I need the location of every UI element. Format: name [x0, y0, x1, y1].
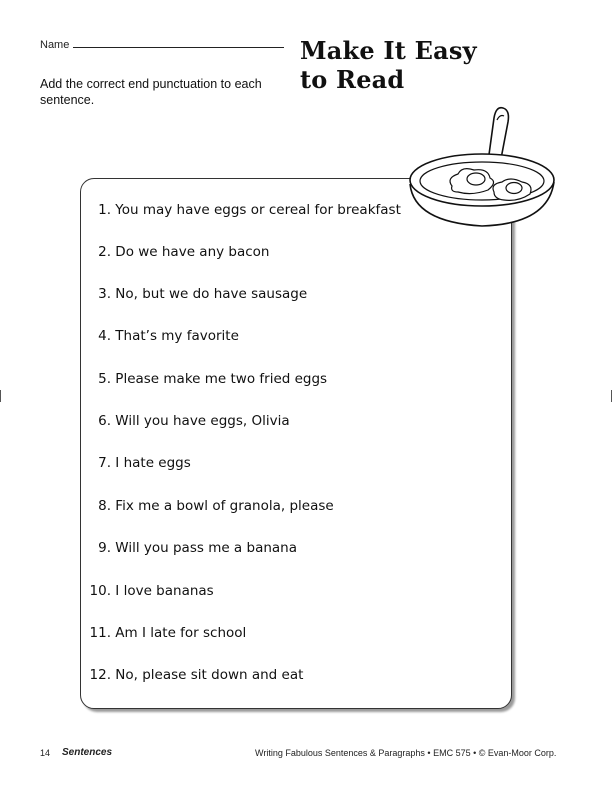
sentence-text: I love bananas: [115, 583, 214, 599]
sentence-text: I hate eggs: [115, 455, 191, 471]
sentence-text: Will you pass me a banana: [115, 540, 297, 556]
sentence-row: [81, 498, 501, 514]
left-edge-mark: [0, 390, 1, 402]
sentence-row: [81, 625, 501, 641]
sentence-number: 12.: [89, 667, 111, 683]
name-line[interactable]: [73, 47, 284, 48]
sentence-number: 1.: [98, 202, 111, 218]
sentence-row: [81, 328, 501, 344]
sentence-text: No, please sit down and eat: [115, 667, 304, 683]
sentence-box: [80, 178, 512, 709]
sentence-text: You may have eggs or cereal for breakfast: [115, 202, 401, 218]
page-number: 14: [40, 748, 51, 758]
sentence-number: 10.: [89, 583, 111, 599]
sentence-row: [81, 455, 501, 471]
sentence-text: That’s my favorite: [115, 328, 239, 344]
sentence-text: Am I late for school: [115, 625, 247, 641]
credit-line: Writing Fabulous Sentences & Paragraphs • EMC 575 • © Evan-Moor Corp.: [255, 748, 557, 758]
sentence-text: No, but we do have sausage: [115, 286, 308, 302]
name-row: [40, 39, 69, 51]
title-line-1: Make It Easy: [300, 36, 477, 65]
sentence-row: [81, 371, 501, 387]
sentence-row: [81, 244, 501, 260]
sentence-text: Fix me a bowl of granola, please: [115, 498, 334, 514]
sentence-text: Do we have any bacon: [115, 244, 270, 260]
name-label: Name: [40, 39, 70, 51]
sentence-row: [81, 286, 501, 302]
sentence-number: 3.: [98, 286, 111, 302]
sentence-number: 2.: [98, 244, 111, 260]
sentence-number: 9.: [98, 540, 111, 556]
section-label: Sentences: [62, 747, 113, 758]
sentence-row: [81, 667, 501, 683]
sentence-row: [81, 583, 501, 599]
sentence-number: 4.: [98, 328, 111, 344]
frying-pan-icon: [400, 100, 560, 232]
sentence-text: Please make me two fried eggs: [115, 371, 328, 387]
sentence-number: 6.: [98, 413, 111, 429]
sentence-row: [81, 413, 501, 429]
sentence-row: [81, 540, 501, 556]
sentence-number: 11.: [89, 625, 111, 641]
title-line-2: to Read: [300, 65, 405, 94]
sentence-number: 7.: [98, 455, 111, 471]
page-title: [300, 36, 600, 94]
sentence-number: 8.: [98, 498, 111, 514]
sentence-text: Will you have eggs, Olivia: [115, 413, 290, 429]
instructions: Add the correct end punctuation to each sentence.: [40, 77, 262, 107]
sentence-number: 5.: [98, 371, 111, 387]
